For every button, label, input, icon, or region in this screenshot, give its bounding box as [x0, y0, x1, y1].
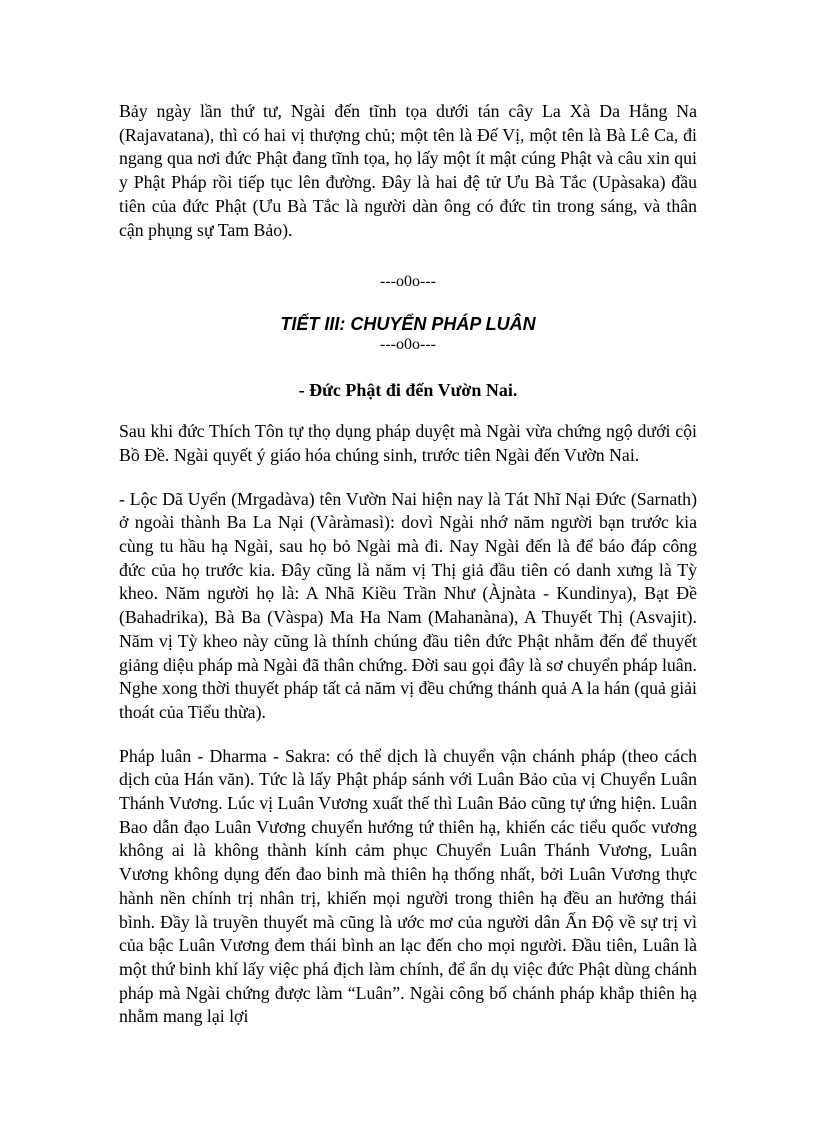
document-page [119, 100, 697, 1029]
spacer [119, 725, 697, 745]
spacer [119, 468, 697, 488]
subheading: - Đức Phật đi đến Vườn Nai. [298, 380, 518, 401]
paragraph-loc-da-uyen: - Lộc Dã Uyển (Mrgadàva) tên Vườn Nai hiện nay là Tát Nhĩ Nại Đức (Sarnath) ở ngoài thành Ba La Nại (Vàràmasì): dovì Ngài nhớ năm người bạn trước kia cùng tu hầu hạ Ngài, sau họ bỏ Ngài mà đi. Nay Ngài đến là để báo đáp công đức của họ trước kia. Đây cũng là năm vị Thị giả đầu tiên có danh xưng là Tỳ kheo. Năm người họ là: A Nhã Kiều Trần Như (Àjnàta - Kundinya), Bạt Đề (Bahadrika), Bà Ba (Vàspa) Ma Ha Nam (Mahanàna), A Thuyết Thị (Asvajit). Năm vị Tỳ kheo này cũng là thính chúng đầu tiên đức Phật nhằm đến để thuyết giảng diệu pháp mà Ngài đã thân chứng. Đời sau gọi đây là sơ chuyển pháp luân. Nghe xong thời thuyết pháp tất cả năm vị đều chứng thánh quả A la hán (quả giải thoát của Tiểu thừa). [119, 488, 697, 722]
spacer [119, 355, 697, 379]
spacer [119, 401, 697, 420]
paragraph-phap-luan: Pháp luân - Dharma - Sakra: có thể dịch là chuyển vận chánh pháp (theo cách dịch của Hán văn). Tức là lấy Phật pháp sánh với Luân Bảo của vị Chuyển Luân Thánh Vương. Lúc vị Luân Vương xuất thế thì Luân Bảo cũng tự ứng hiện. Luân Bao dẫn đạo Luân Vương chuyển hướng tứ thiên hạ, khiến các tiểu quốc vương không ai là không thành kính cảm phục Chuyển Luân Thánh Vương, Luân Vương không dụng đến đao binh mà thiên hạ thống nhất, bởi Luân Vương thực hành nền chính trị nhân trị, khiến mọi người trong thiên hạ đều an hưởng thái bình. Đầy là truyền thuyết mà cũng là ước mơ của người dân Ấn Độ về sự trị vì của bậc Luân Vương đem thái bình an lạc đến cho mọi người. Đầu tiên, Luân là một thứ binh khí lấy việc phá địch làm chính, để ẩn dụ việc đức Phật dùng chánh pháp mà Ngài chứng được làm “Luân”. Ngài công bố chánh pháp khắp thiên hạ nhằm mang lại lợi [119, 745, 697, 1027]
spacer [119, 242, 697, 272]
paragraph-intro: Sau khi đức Thích Tôn tự thọ dụng pháp duyệt mà Ngài vừa chứng ngộ dưới cội Bồ Đề. Ngài quyết ý giáo hóa chúng sinh, trước tiên Ngài đến Vườn Nai. [119, 421, 697, 465]
section-divider-bottom: ---o0o--- [380, 336, 436, 354]
spacer [119, 292, 697, 313]
section-title: TIẾT III: CHUYỂN PHÁP LUÂN [280, 314, 536, 335]
section-divider-top: ---o0o--- [380, 273, 436, 291]
paragraph-rajavatana: Bảy ngày lần thứ tư, Ngài đến tĩnh tọa dưới tán cây La Xà Da Hằng Na (Rajavatana), thì có hai vị thượng chủ; một tên là Đế Vị, một tên là Bà Lê Ca, đi ngang qua nơi đức Phật đang tĩnh tọa, họ lấy một ít mật cúng Phật và câu xin qui y Phật Pháp rồi tiếp tục lên đường. Đây là hai đệ tử Ưu Bà Tắc (Upàsaka) đầu tiên của đức Phật (Ưu Bà Tắc là người dàn ông có đức tin trong sáng, và thân cận phụng sự Tam Bảo). [119, 101, 697, 240]
